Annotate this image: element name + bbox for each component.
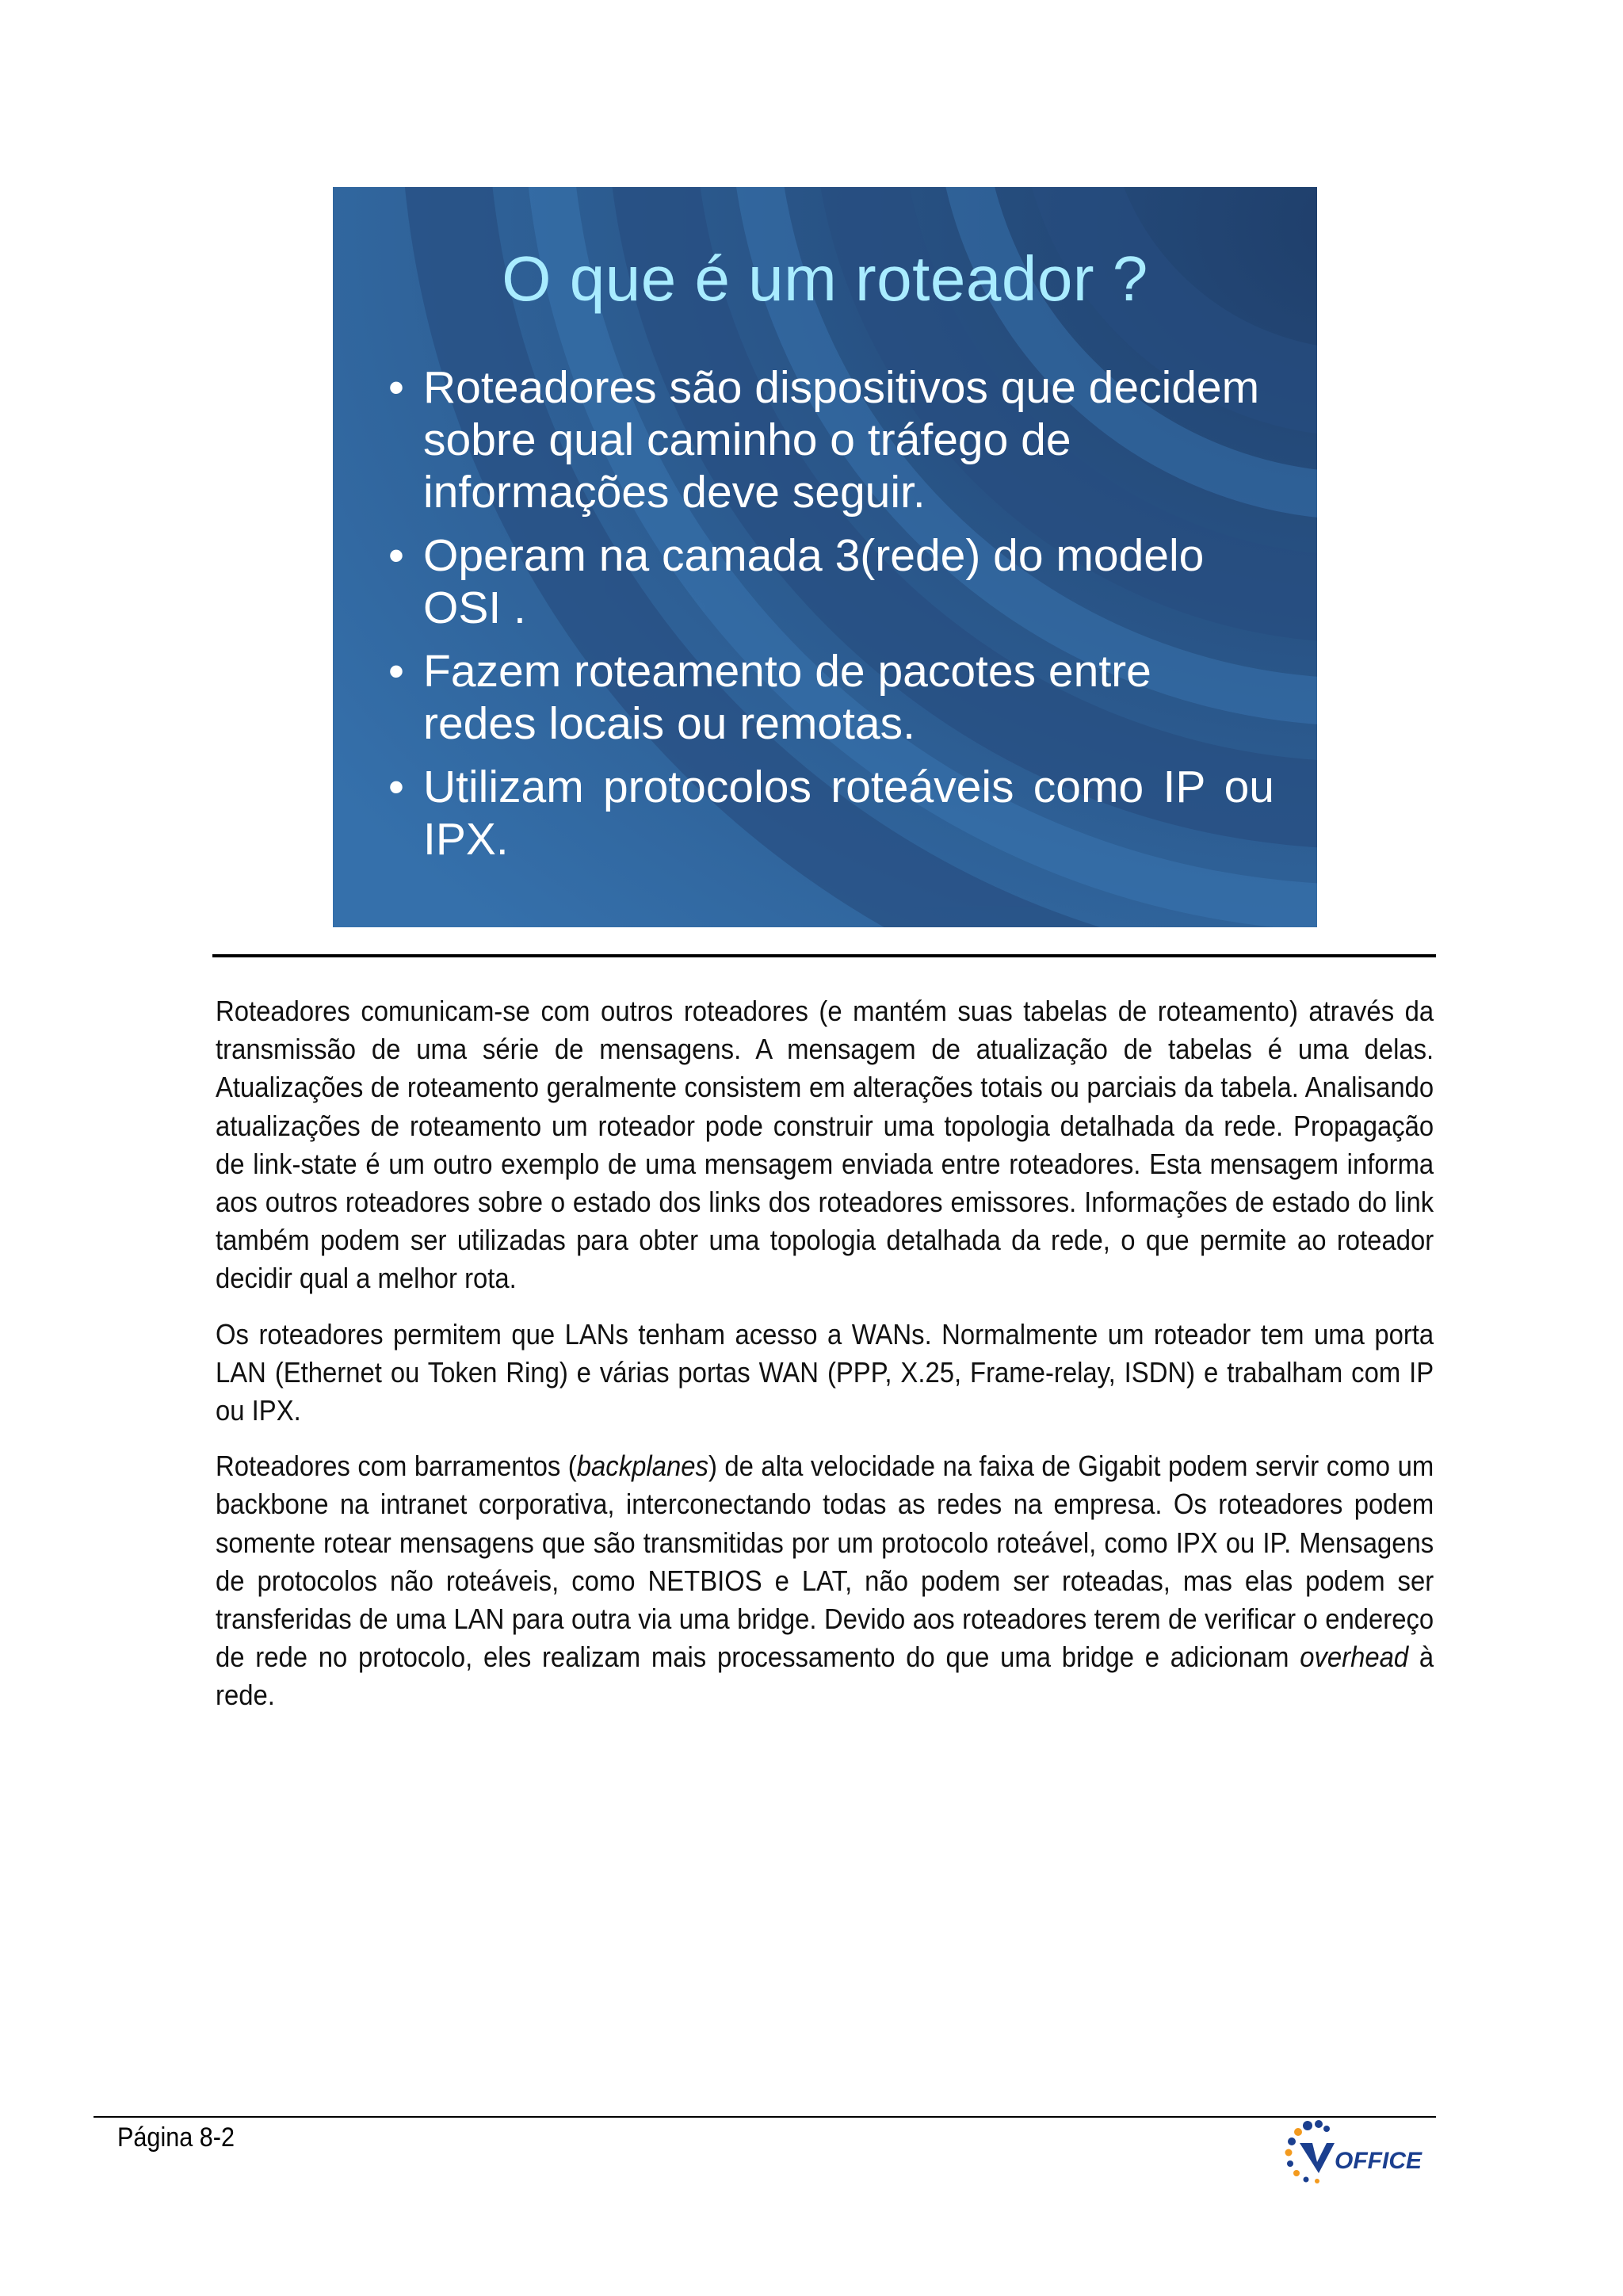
slide-title: O que é um roteador ?	[502, 243, 1148, 314]
bullet-text: Roteadores são dispositivos que decidem sobre qual caminho o tráfego de informações deve seguir.	[423, 362, 1260, 518]
logo-v-icon	[1300, 2143, 1335, 2173]
bullet-text: Operam na camada 3(rede) do modelo OSI .	[423, 530, 1205, 633]
office-logo	[1277, 2116, 1444, 2195]
bullet-icon: •	[388, 362, 404, 413]
page-number: Página 8-2	[117, 2122, 235, 2153]
bullet-text: Fazem roteamento de pacotes entre redes locais ou remotas.	[423, 646, 1151, 749]
slide-bullet-item	[388, 529, 1274, 634]
slide-bullet-item	[388, 645, 1274, 750]
bullet-text: Utilizam protocolos roteáveis como IP ou IPX.	[423, 762, 1274, 865]
paragraph: Roteadores com barramentos (backplanes) de alta velocidade na faixa de Gigabit podem servir como um backbone na intranet corporativa, interconectando todas as redes na empresa. Os roteadores podem somente rotear mensagens que são transmitidas por um protocolo roteável, como IPX ou IP. Mensagens de protocolos não roteáveis, como NETBIOS e LAT, não podem ser roteadas, mas elas podem ser transferidas de uma LAN para outra via uma bridge. Devido aos roteadores terem de verificar o endereço de rede no protocolo, eles realizam mais processamento do que uma bridge e adicionam overhead à rede.	[216, 1450, 1434, 1712]
logo-text: OFFICE	[1335, 2148, 1422, 2174]
bullet-icon: •	[388, 646, 404, 697]
bullet-icon: •	[388, 762, 404, 812]
paragraph: Os roteadores permitem que LANs tenham acesso a WANs. Normalmente um roteador tem uma porta LAN (Ethernet ou Token Ring) e várias portas WAN (PPP, X.25, Frame-relay, ISDN) e trabalham com IP ou IPX.	[216, 1317, 1434, 1427]
paragraph: Roteadores comunicam-se com outros roteadores (e mantém suas tabelas de roteamento) através da transmissão de uma série de mensagens. A mensagem de atualização de tabelas é uma delas. Atualizações de roteamento geralmente consistem em alterações totais ou parciais da tabela. Analisando atualizações de roteamento um roteador pode construir uma topologia detalhada da rede. Propagação de link-state é um outro exemplo de uma mensagem enviada entre roteadores. Esta mensagem informa aos outros roteadores sobre o estado dos links dos roteadores emissores. Informações de estado do link também podem ser utilizadas para obter uma topologia detalhada da rede, o que permite ao roteador decidir qual a melhor rota.	[216, 995, 1434, 1295]
slide-bullet-item	[388, 761, 1274, 865]
slide-image	[333, 187, 1317, 927]
section-divider	[212, 954, 1436, 957]
bullet-icon: •	[388, 530, 404, 581]
footer-divider	[94, 2116, 1436, 2118]
slide-bullet-item	[388, 361, 1274, 518]
slide-bullet-list	[388, 361, 1274, 877]
body-text	[216, 992, 1434, 1733]
